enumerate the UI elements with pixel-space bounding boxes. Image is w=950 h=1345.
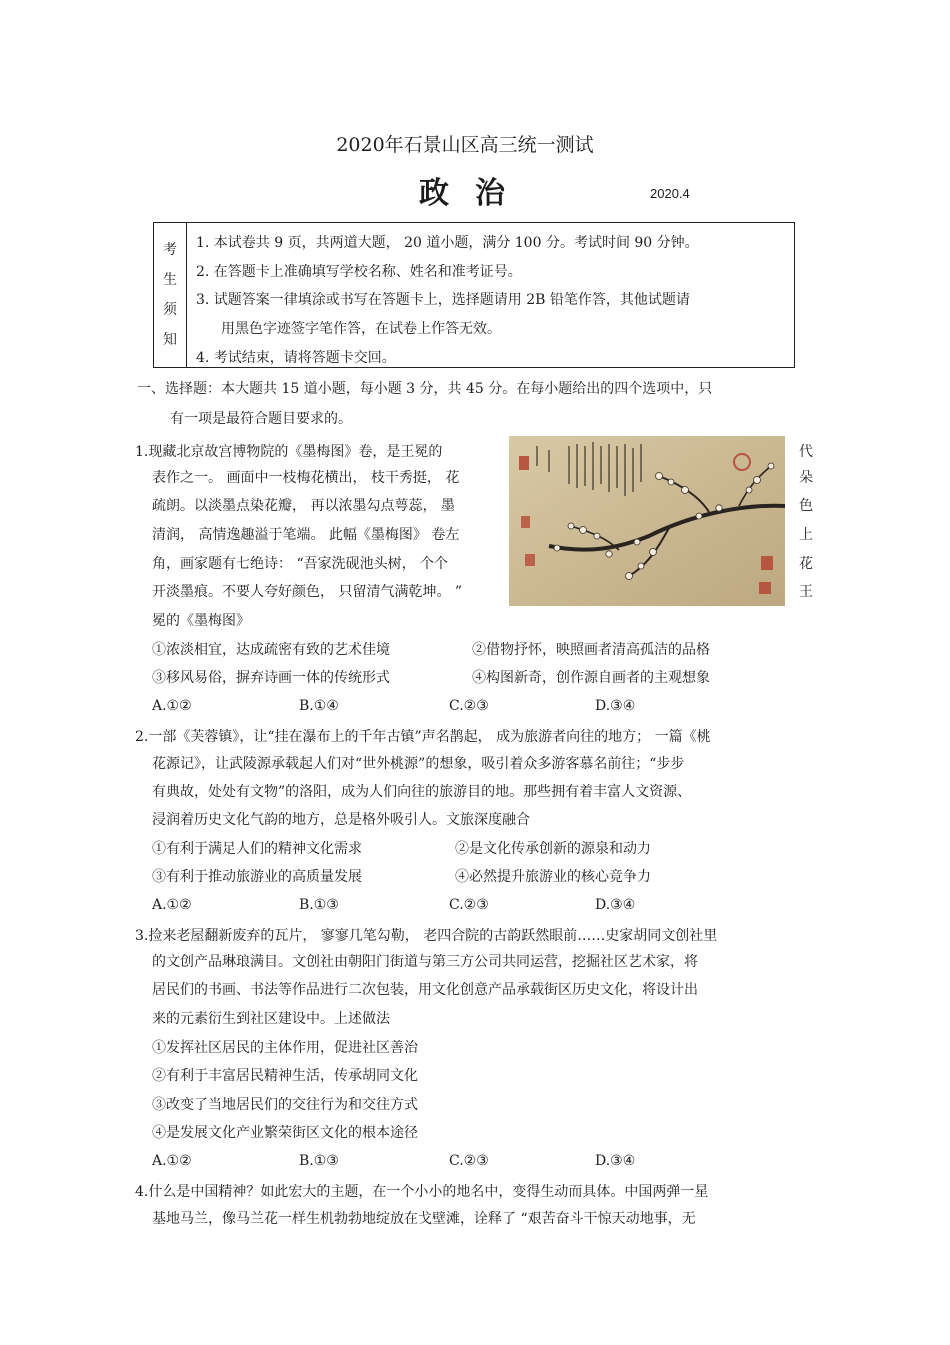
notice-label-char: 生 bbox=[163, 272, 177, 288]
q2-line: 浸润着历史文化气韵的地方，总是格外吸引人。文旅深度融合 bbox=[152, 812, 530, 828]
q1-line: 冕的《墨梅图》 bbox=[152, 613, 250, 629]
q1-right-char: 王 bbox=[799, 584, 813, 600]
q2-statement-1: ①有利于满足人们的精神文化需求 bbox=[152, 841, 362, 857]
q1-line: 清润， 高情逸趣溢于笔端。 此幅《墨梅图》 卷左 bbox=[152, 527, 460, 543]
q3-statement-1: ①发挥社区居民的主体作用，促进社区善治 bbox=[152, 1040, 418, 1056]
exam-date: 2020.4 bbox=[650, 186, 690, 201]
notice-item-3-cont: 用黑色字迹签字笔作答，在试卷上作答无效。 bbox=[221, 321, 501, 337]
notice-label-char: 须 bbox=[163, 302, 177, 318]
notice-item-4: 4. 考试结束，请将答题卡交回。 bbox=[196, 350, 396, 366]
q3-option-d[interactable]: D.③④ bbox=[595, 1153, 636, 1169]
exam-title: 2020年石景山区高三统一测试 bbox=[336, 134, 594, 156]
exam-notice-box bbox=[153, 222, 795, 368]
q2-option-a[interactable]: A.①② bbox=[152, 897, 192, 913]
q1-line: 角，画家题有七绝诗： “吾家洗砚池头树， 个个 bbox=[152, 556, 449, 572]
q2-option-c[interactable]: C.②③ bbox=[449, 897, 489, 913]
q2-line: 有典故，处处有文物”的洛阳，成为人们向往的旅游目的地。那些拥有着丰富人文资源、 bbox=[152, 784, 692, 800]
notice-label-char: 知 bbox=[163, 332, 177, 348]
q3-line: 居民们的书画、书法等作品进行二次包装，用文化创意产品承载街区历史文化，将设计出 bbox=[152, 982, 698, 998]
q1-statement-4: ④构图新奇，创作源自画者的主观想象 bbox=[472, 670, 710, 686]
q1-line: 1.现藏北京故宫博物院的《墨梅图》卷，是王冕的 bbox=[135, 444, 443, 460]
subject-title: 政治 bbox=[419, 176, 531, 211]
q1-option-a[interactable]: A.①② bbox=[152, 698, 192, 714]
q1-option-c[interactable]: C.②③ bbox=[449, 698, 489, 714]
q1-right-char: 朵 bbox=[799, 470, 813, 486]
q3-line: 来的元素衍生到社区建设中。上述做法 bbox=[152, 1011, 390, 1027]
q1-option-b[interactable]: B.①④ bbox=[299, 698, 339, 714]
section-heading: 一、选择题：本大题共 15 道小题，每小题 3 分，共 45 分。在每小题给出的四个选项中，只 bbox=[137, 381, 713, 397]
q3-line: 的文创产品琳琅满目。文创社由朝阳门街道与第三方公司共同运营，挖掘社区艺术家，将 bbox=[152, 954, 698, 970]
notice-item-1: 1. 本试卷共 9 页，共两道大题， 20 道小题，满分 100 分。考试时间 90 分钟。 bbox=[196, 235, 699, 251]
q2-line: 花源记》，让武陵源承载起人们对“世外桃源”的想象，吸引着众多游客慕名前往；“步步 bbox=[152, 756, 685, 772]
q2-option-b[interactable]: B.①③ bbox=[299, 897, 339, 913]
q3-option-a[interactable]: A.①② bbox=[152, 1153, 192, 1169]
notice-label-column bbox=[154, 223, 187, 367]
q1-right-char: 色 bbox=[799, 498, 813, 514]
q2-line: 2.一部《芙蓉镇》，让“挂在瀑布上的千年古镇”声名鹊起， 成为旅游者向往的地方； 一篇《桃 bbox=[135, 729, 711, 745]
q1-right-char: 代 bbox=[799, 444, 813, 460]
q1-right-char: 花 bbox=[799, 556, 813, 572]
notice-label-char: 考 bbox=[163, 242, 177, 258]
q1-line: 疏朗。以淡墨点染花瓣， 再以浓墨勾点萼蕊， 墨 bbox=[152, 498, 455, 514]
q3-statement-2: ②有利于丰富居民精神生活，传承胡同文化 bbox=[152, 1068, 418, 1084]
q1-line: 开淡墨痕。不要人夸好颜色， 只留清气满乾坤。 ” bbox=[152, 584, 463, 600]
q2-statement-3: ③有利于推动旅游业的高质量发展 bbox=[152, 869, 362, 885]
q3-option-c[interactable]: C.②③ bbox=[449, 1153, 489, 1169]
q4-line: 基地马兰，像马兰花一样生机勃勃地绽放在戈壁滩，诠释了 “艰苦奋斗干惊天动地事，无 bbox=[152, 1211, 696, 1227]
q3-statement-4: ④是发展文化产业繁荣街区文化的根本途径 bbox=[152, 1125, 418, 1141]
q1-line: 表作之一。 画面中一枝梅花横出， 枝干秀挺， 花 bbox=[152, 470, 460, 486]
q2-statement-2: ②是文化传承创新的源泉和动力 bbox=[455, 841, 651, 857]
q2-option-d[interactable]: D.③④ bbox=[595, 897, 636, 913]
q1-statement-3: ③移风易俗，摒弃诗画一体的传统形式 bbox=[152, 670, 390, 686]
q3-option-b[interactable]: B.①③ bbox=[299, 1153, 339, 1169]
q3-line: 3.捡来老屋翻新废弃的瓦片， 寥寥几笔勾勒， 老四合院的古韵跃然眼前……史家胡同文创社里 bbox=[135, 928, 718, 944]
notice-item-3: 3. 试题答案一律填涂或书写在答题卡上，选择题请用 2B 铅笔作答，其他试题请 bbox=[196, 292, 690, 308]
q1-right-char: 上 bbox=[799, 527, 813, 543]
section-heading-cont: 有一项是最符合题目要求的。 bbox=[170, 411, 352, 427]
q2-statement-4: ④必然提升旅游业的核心竞争力 bbox=[455, 869, 651, 885]
q1-statement-1: ①浓淡相宜，达成疏密有致的艺术佳境 bbox=[152, 642, 390, 658]
plum-painting-svg bbox=[509, 436, 785, 606]
notice-item-2: 2. 在答题卡上准确填写学校名称、姓名和准考证号。 bbox=[196, 264, 522, 280]
q1-statement-2: ②借物抒怀，映照画者清高孤洁的品格 bbox=[472, 642, 710, 658]
q3-statement-3: ③改变了当地居民们的交往行为和交往方式 bbox=[152, 1097, 418, 1113]
q4-line: 4.什么是中国精神？如此宏大的主题，在一个小小的地名中，变得生动而具体。中国两弹一星 bbox=[135, 1184, 709, 1200]
q1-option-d[interactable]: D.③④ bbox=[595, 698, 636, 714]
ink-plum-painting bbox=[509, 436, 785, 606]
